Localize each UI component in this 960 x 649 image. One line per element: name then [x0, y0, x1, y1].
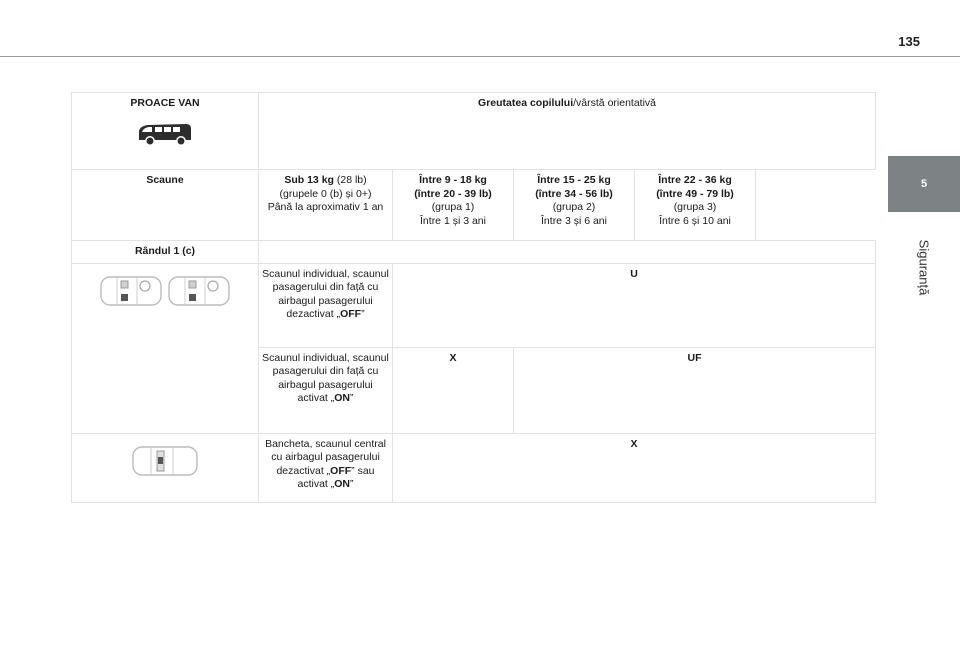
van-icon [136, 121, 194, 147]
group-1-weight-lb: (între 20 - 39 lb) [414, 187, 492, 200]
group-3-cell [635, 170, 756, 241]
suitability-value: UF [514, 347, 876, 433]
table-row [72, 263, 876, 347]
suitability-value: U [393, 263, 876, 347]
desc-text: ” [350, 478, 354, 490]
page-number: 135 [898, 34, 920, 49]
seat-description [259, 263, 393, 347]
group-1-group: (grupa 1) [431, 201, 475, 213]
suitability-value: X [393, 347, 514, 433]
row-label-empty [259, 241, 876, 264]
header-divider [0, 56, 960, 57]
weight-header [259, 93, 876, 170]
seat-description [259, 347, 393, 433]
table-row [72, 170, 876, 241]
suitability-value: X [393, 433, 876, 502]
front-seat-diagram-cell [72, 263, 259, 433]
model-cell [72, 93, 259, 170]
seats-label: Scaune [72, 170, 259, 241]
table-row [72, 93, 876, 170]
group-0-weight: Sub 13 kg [284, 174, 334, 186]
group-2-group: (grupa 2) [552, 201, 596, 213]
group-3-age: Între 6 și 10 ani [659, 214, 731, 227]
bench-seat-diagram-cell [72, 433, 259, 502]
group-0-cell [259, 170, 393, 241]
car-bench-seat-icon [131, 444, 199, 478]
group-3-group: (grupa 3) [673, 201, 717, 213]
table-row [72, 241, 876, 264]
car-front-seat-icon [167, 274, 231, 308]
airbag-status: OFF [340, 308, 362, 320]
airbag-status: ON [334, 478, 350, 490]
airbag-status: OFF [330, 464, 352, 477]
model-name: PROACE VAN [130, 97, 200, 109]
car-front-seat-icon [99, 274, 163, 308]
group-0-age: Până la aproximativ 1 an [267, 201, 384, 213]
group-1-cell [393, 170, 514, 241]
table-row [72, 433, 876, 502]
weight-title: Greutatea copilului [478, 97, 574, 109]
desc-text: Scaunul individual, scaunul pasagerului din față cu airbagul pasagerului dezactivat „ [262, 267, 389, 320]
group-2-weight: Între 15 - 25 kg [537, 174, 611, 186]
group-3-weight-lb: (între 49 - 79 lb) [656, 187, 734, 200]
child-seat-table [71, 92, 876, 503]
group-0-group: (grupele 0 (b) și 0+) [279, 187, 372, 200]
group-3-weight: Între 22 - 36 kg [658, 174, 732, 186]
desc-text: ” sau activat „ [297, 464, 375, 490]
desc-text: Scaunul individual, scaunul pasagerului din față cu airbagul pasagerului activat „ [262, 351, 389, 404]
chapter-number: 5 [920, 178, 928, 190]
desc-text: Bancheta, scaunul central cu airbagul pasagerului dezactivat „ [265, 437, 386, 477]
group-2-weight-lb: (între 34 - 56 lb) [535, 187, 613, 200]
chapter-title-text: Siguranță [916, 239, 932, 295]
group-2-age: Între 3 și 6 ani [541, 214, 607, 227]
row-label: Rândul 1 (c) [72, 241, 259, 264]
airbag-status: ON [334, 392, 350, 404]
group-2-cell [514, 170, 635, 241]
desc-text: ” [350, 392, 354, 404]
weight-subtitle: /vârstă orientativă [573, 97, 657, 109]
chapter-title [888, 212, 960, 322]
seat-description [259, 433, 393, 502]
chapter-tab[interactable] [888, 156, 960, 212]
group-1-weight: Între 9 - 18 kg [419, 174, 487, 186]
group-1-age: Între 1 și 3 ani [420, 214, 486, 227]
group-0-weight-lb: (28 lb) [333, 174, 367, 186]
desc-text: ” [361, 308, 365, 320]
